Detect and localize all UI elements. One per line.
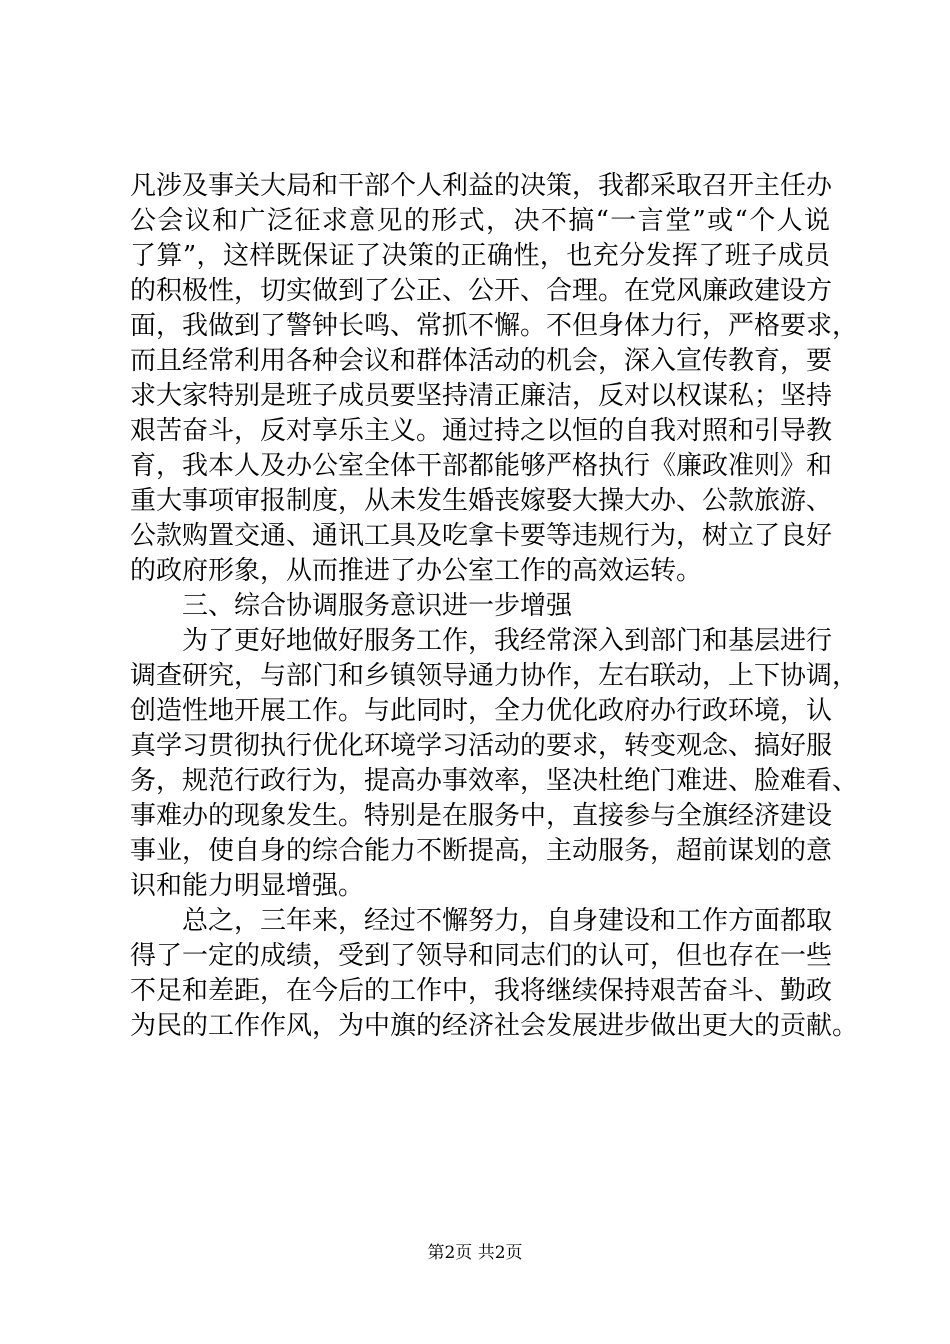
text-line: 公会议和广泛征求意见的形式，决不搞“一言堂”或“个人说 [130,206,830,236]
section-heading: 三、综合协调服务意识进一步增强 [182,591,573,621]
text-line: 育，我本人及办公室全体干部都能够严格执行《廉政准则》和 [130,451,833,481]
text-line: 务，规范行政行为，提高办事效率，坚决杜绝门难进、脸难看、 [130,766,859,796]
text-line: 总之，三年来，经过不懈努力，自身建设和工作方面都取 [182,906,833,936]
text-line: 为民的工作作风，为中旗的经济社会发展进步做出更大的贡献。 [130,1011,859,1041]
text-line: 重大事项审报制度，从未发生婚丧嫁娶大操大办、公款旅游、 [130,486,833,516]
text-line: 真学习贯彻执行优化环境学习活动的要求，转变观念、搞好服 [130,731,833,761]
text-line: 事难办的现象发生。特别是在服务中，直接参与全旗经济建设 [130,801,833,831]
text-line: 调查研究，与部门和乡镇领导通力协作，左右联动，上下协调， [130,661,859,691]
text-line: 为了更好地做好服务工作，我经常深入到部门和基层进行 [182,626,833,656]
text-line: 面，我做到了警钟长鸣、常抓不懈。不但身体力行，严格要求， [130,311,859,341]
text-line: 而且经常利用各种会议和群体活动的机会，深入宣传教育，要 [130,346,833,376]
text-line: 识和能力明显增强。 [130,871,365,901]
text-line: 艰苦奋斗，反对享乐主义。通过持之以恒的自我对照和引导教 [130,416,833,446]
text-line: 凡涉及事关大局和干部个人利益的决策，我都采取召开主任办 [130,171,833,201]
text-line: 不足和差距，在今后的工作中，我将继续保持艰苦奋斗、勤政 [130,976,833,1006]
text-line: 事业，使自身的综合能力不断提高，主动服务，超前谋划的意 [130,836,833,866]
text-line: 得了一定的成绩，受到了领导和同志们的认可，但也存在一些 [130,941,833,971]
page-footer: 第2页 共2页 [427,1243,523,1263]
text-line: 的政府形象，从而推进了办公室工作的高效运转。 [130,556,703,586]
text-line: 的积极性，切实做到了公正、公开、合理。在党风廉政建设方 [130,276,833,306]
text-line: 了算”，这样既保证了决策的正确性，也充分发挥了班子成员 [130,241,830,271]
text-line: 求大家特别是班子成员要坚持清正廉洁，反对以权谋私；坚持 [130,381,833,411]
text-line: 公款购置交通、通讯工具及吃拿卡要等违规行为，树立了良好 [130,521,833,551]
text-line: 创造性地开展工作。与此同时，全力优化政府办行政环境，认 [130,696,833,726]
